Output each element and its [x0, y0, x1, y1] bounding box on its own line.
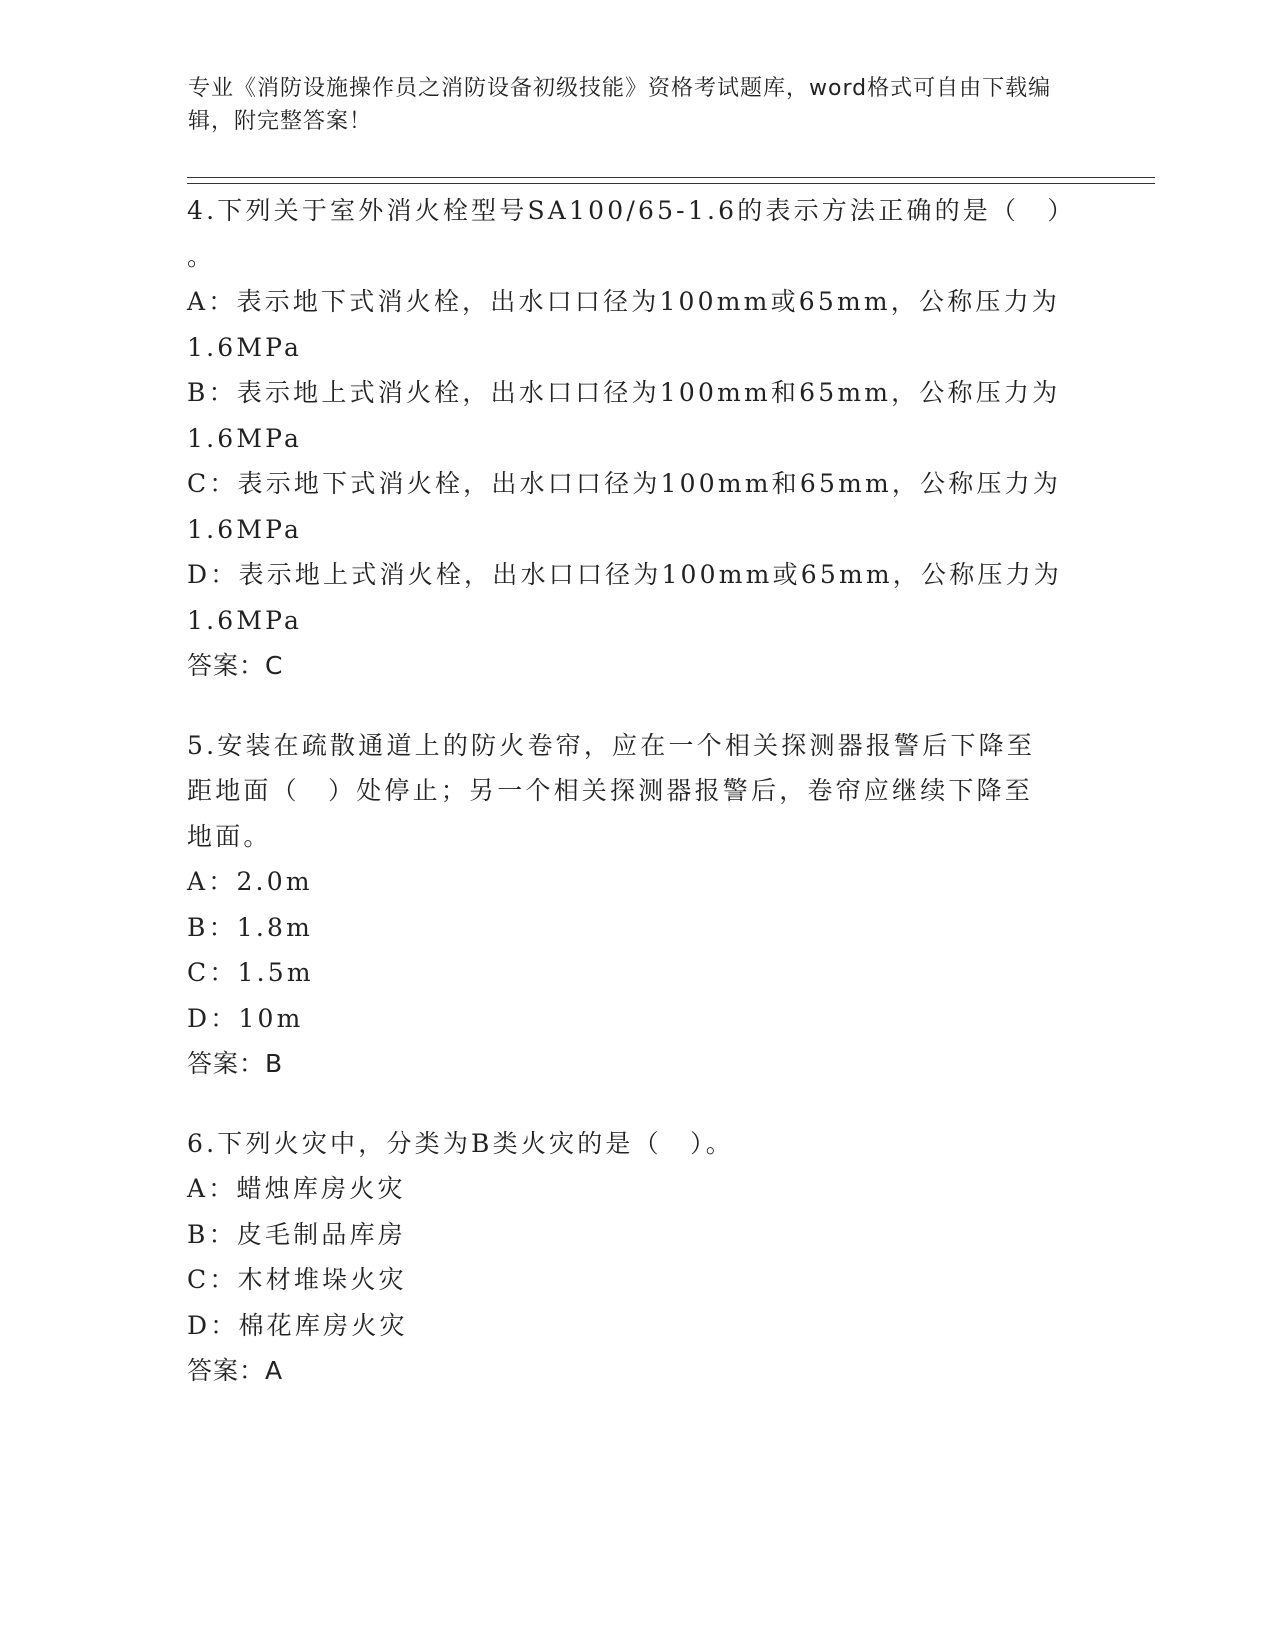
answer-option-line: D：10m — [187, 1003, 304, 1033]
question-stem-line: 地面。 — [187, 821, 272, 851]
answer-option — [187, 279, 1087, 370]
answer-option-line: A：2.0m — [187, 867, 313, 896]
answer-option-line: B：1.8m — [187, 912, 314, 942]
answer-option-line: 1.6MPa — [187, 423, 303, 453]
answer-option-line: 1.6MPa — [187, 514, 303, 544]
answer-option — [187, 1166, 1087, 1212]
question-block — [187, 723, 1087, 1087]
header-divider-top — [187, 177, 1155, 178]
answer-option-line: B：皮毛制品库房 — [187, 1219, 406, 1249]
answer-option-line: 1.6MPa — [187, 332, 303, 362]
answer-key: 答案：C — [187, 651, 284, 680]
header-divider-bottom — [187, 183, 1155, 184]
answer-option-line: B：表示地上式消火栓，出水口口径为100mm和65mm，公称压力为 — [187, 378, 1061, 407]
document-header: 专业《消防设施操作员之消防设备初级技能》资格考试题库，word格式可自由下载编辑，附完整答案！ — [188, 76, 1052, 134]
answer-option — [187, 1303, 1087, 1349]
answer-option — [187, 950, 1087, 996]
question-list — [187, 188, 1087, 1428]
answer-option — [187, 461, 1087, 552]
answer-option-line: D：表示地上式消火栓，出水口口径为100mm或65mm，公称压力为 — [187, 560, 1062, 589]
answer-option — [187, 905, 1087, 951]
answer-key: 答案：A — [187, 1356, 284, 1385]
answer-option-line: A：蜡烛库房火灾 — [187, 1174, 406, 1203]
question-block — [187, 188, 1087, 689]
answer-option — [187, 996, 1087, 1042]
question-stem-line: 距地面（ ）处停止；另一个相关探测器报警后，卷帘应继续下降至 — [187, 776, 1034, 805]
question-stem-line: 6.下列火灾中，分类为B类火灾的是（ ）。 — [187, 1128, 734, 1158]
answer-option-line: C：表示地下式消火栓，出水口口径为100mm和65mm，公称压力为 — [187, 469, 1062, 498]
answer-option-line: 1.6MPa — [187, 605, 303, 635]
question-stem-line: 。 — [187, 241, 216, 271]
answer-option — [187, 552, 1087, 643]
answer-option-line: D：棉花库房火灾 — [187, 1310, 408, 1340]
question-stem-line: 5.安装在疏散通道上的防火卷帘，应在一个相关探测器报警后下降至 — [187, 730, 1036, 760]
answer-option — [187, 1212, 1087, 1258]
answer-option — [187, 370, 1087, 461]
answer-option-line: A：表示地下式消火栓，出水口口径为100mm或65mm，公称压力为 — [187, 287, 1061, 316]
answer-option-line: C：木材堆垛火灾 — [187, 1265, 407, 1294]
answer-option-line: C：1.5m — [187, 958, 314, 987]
question-block — [187, 1121, 1087, 1394]
question-stem-line: 4.下列关于室外消火栓型号SA100/65-1.6的表示方法正确的是（ ） — [187, 196, 1076, 225]
answer-key: 答案：B — [187, 1049, 284, 1078]
answer-option — [187, 859, 1087, 905]
answer-option — [187, 1257, 1087, 1303]
